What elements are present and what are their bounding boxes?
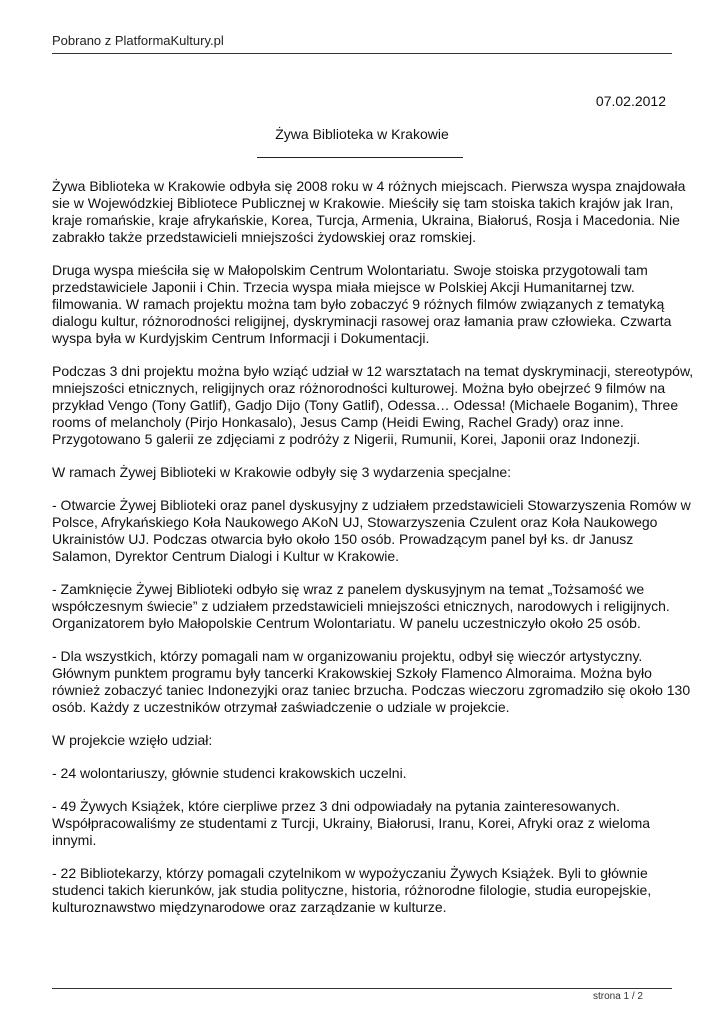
paragraph-line: W projekcie wzięło udział:	[52, 732, 213, 748]
page-number: strona 1 / 2	[592, 991, 643, 1002]
paragraph-line: przedstawiciele Japonii i Chin. Trzecia wyspa miała miejsce w Polskiej Akcji Humanitarnej tzw.	[52, 279, 635, 295]
body-paragraph	[52, 732, 674, 749]
paragraph-line: - 24 wolontariuszy, głównie studenci krakowskich uczelni.	[52, 765, 407, 781]
paragraph-line: rooms of melancholy (Pirjo Honkasalo), Jesus Camp (Heidi Ewing, Rachel Grady) oraz inne.	[52, 414, 624, 430]
paragraph-line: - Otwarcie Żywej Biblioteki oraz panel dyskusyjny z udziałem przedstawicieli Stowarzyszenia Romów w	[52, 497, 691, 513]
paragraph-line: Organizatorem było Małopolskie Centrum Wolontariatu. W panelu uczestniczyło około 25 osób.	[52, 615, 641, 631]
paragraph-line: Druga wyspa mieściła się w Małopolskim Centrum Wolontariatu. Swoje stoiska przygotowali tam	[52, 262, 648, 278]
title-underline	[257, 157, 463, 158]
body-paragraph	[52, 178, 686, 246]
paragraph-line: przykład Vengo (Tony Gatlif), Gadjo Dijo (Tony Gatlif), Odessa… Odessa! (Michaele Boganim), Three	[52, 397, 679, 413]
paragraph-line: współczesnym świecie” z udziałem przedstawicieli mniejszości etnicznych, narodowych i religijnych.	[52, 598, 670, 614]
paragraph-line: kraje romańskie, kraje afrykańskie, Korea, Turcja, Armenia, Ukraina, Białoruś, Rosja i Macedonia. Nie	[52, 212, 680, 228]
paragraph-line: osób. Każdy z uczestników otrzymał zaświadczenie o udziale w projekcie.	[52, 699, 510, 715]
paragraph-line: innymi.	[52, 832, 97, 848]
paragraph-line: mniejszości etnicznych, religijnych oraz różnorodności kulturowej. Można było obejrzeć 9 filmów na	[52, 380, 666, 396]
paragraph-line: filmowania. W ramach projektu można tam było zobaczyć 9 różnych filmów związanych z tematyką	[52, 296, 665, 312]
body-paragraph	[52, 464, 674, 481]
body-paragraph	[52, 798, 674, 849]
paragraph-line: sie w Wojewódzkiej Bibliotece Publicznej w Krakowie. Mieściły się tam stoiska takich krajów jak Iran,	[52, 195, 674, 211]
paragraph-line: również zobaczyć taniec Indonezyjki oraz taniec brzucha. Podczas wieczoru zgromadziło się około 130	[52, 682, 691, 698]
paragraph-line: zabrakło także przedstawicieli mniejszości żydowskiej oraz romskiej.	[52, 229, 477, 245]
paragraph-line: - Dla wszystkich, którzy pomagali nam w organizowaniu projektu, odbył się wieczór artystyczny.	[52, 648, 643, 664]
body-paragraph	[52, 497, 691, 565]
source-header: Pobrano z PlatformaKultury.pl	[52, 33, 224, 48]
document-date: 07.02.2012	[595, 93, 666, 109]
paragraph-line: - Zamknięcie Żywej Biblioteki odbyło się wraz z panelem dyskusyjnym na temat „Tożsamość we	[52, 581, 645, 597]
paragraph-line: Salamon, Dyrektor Centrum Dialogi i Kultur w Krakowie.	[52, 548, 400, 564]
paragraph-line: Ukrainistów UJ. Podczas otwarcia było około 150 osób. Prowadzącym panel był ks. dr Janusz	[52, 531, 634, 547]
document-title: Żywa Biblioteka w Krakowie	[275, 126, 449, 142]
paragraph-line: Polsce, Afrykańskiego Koła Naukowego AKoN UJ, Stowarzyszenia Czulent oraz Koła Naukowego	[52, 514, 658, 530]
paragraph-line: Żywa Biblioteka w Krakowie odbyła się 2008 roku w 4 różnych miejscach. Pierwsza wyspa znajdowała	[52, 178, 686, 194]
body-paragraph	[52, 765, 674, 782]
body-paragraph	[52, 262, 674, 347]
paragraph-line: wyspa była w Kurdyjskim Centrum Informacji i Dokumentacji.	[52, 330, 430, 346]
body-paragraph	[52, 581, 674, 632]
document-body	[52, 178, 694, 932]
paragraph-line: Współpracowaliśmy ze studentami z Turcji, Ukrainy, Białorusi, Iranu, Korei, Afryki oraz z wieloma	[52, 815, 651, 831]
paragraph-line: Podczas 3 dni projektu można było wziąć udział w 12 warsztatach na temat dyskryminacji, stereotypów,	[52, 363, 694, 379]
paragraph-line: studenci takich kierunków, jak studia polityczne, historia, różnorodne filologie, studia europejskie,	[52, 882, 652, 898]
body-paragraph	[52, 865, 674, 916]
paragraph-line: W ramach Żywej Biblioteki w Krakowie odbyły się 3 wydarzenia specjalne:	[52, 464, 512, 480]
body-paragraph	[52, 648, 691, 716]
footer-divider	[52, 988, 672, 989]
paragraph-line: Głównym punktem programu były tancerki Krakowskiej Szkoły Flamenco Almoraima. Można było	[52, 665, 652, 681]
paragraph-line: - 49 Żywych Książek, które cierpliwe przez 3 dni odpowiadały na pytania zainteresowanych.	[52, 798, 621, 814]
body-paragraph	[52, 363, 694, 448]
header-divider	[52, 53, 672, 54]
paragraph-line: - 22 Bibliotekarzy, którzy pomagali czytelnikom w wypożyczaniu Żywych Książek. Byli to głównie	[52, 865, 648, 881]
paragraph-line: Przygotowano 5 galerii ze zdjęciami z podróży z Nigerii, Rumunii, Korei, Japonii oraz Indonezji.	[52, 431, 641, 447]
paragraph-line: dialogu kultur, różnorodności religijnej, dyskryminacji rasowej oraz łamania praw człowieka. Czwarta	[52, 313, 672, 329]
paragraph-line: kulturoznawstwo międzynarodowe oraz zarządzanie w kulturze.	[52, 899, 447, 915]
